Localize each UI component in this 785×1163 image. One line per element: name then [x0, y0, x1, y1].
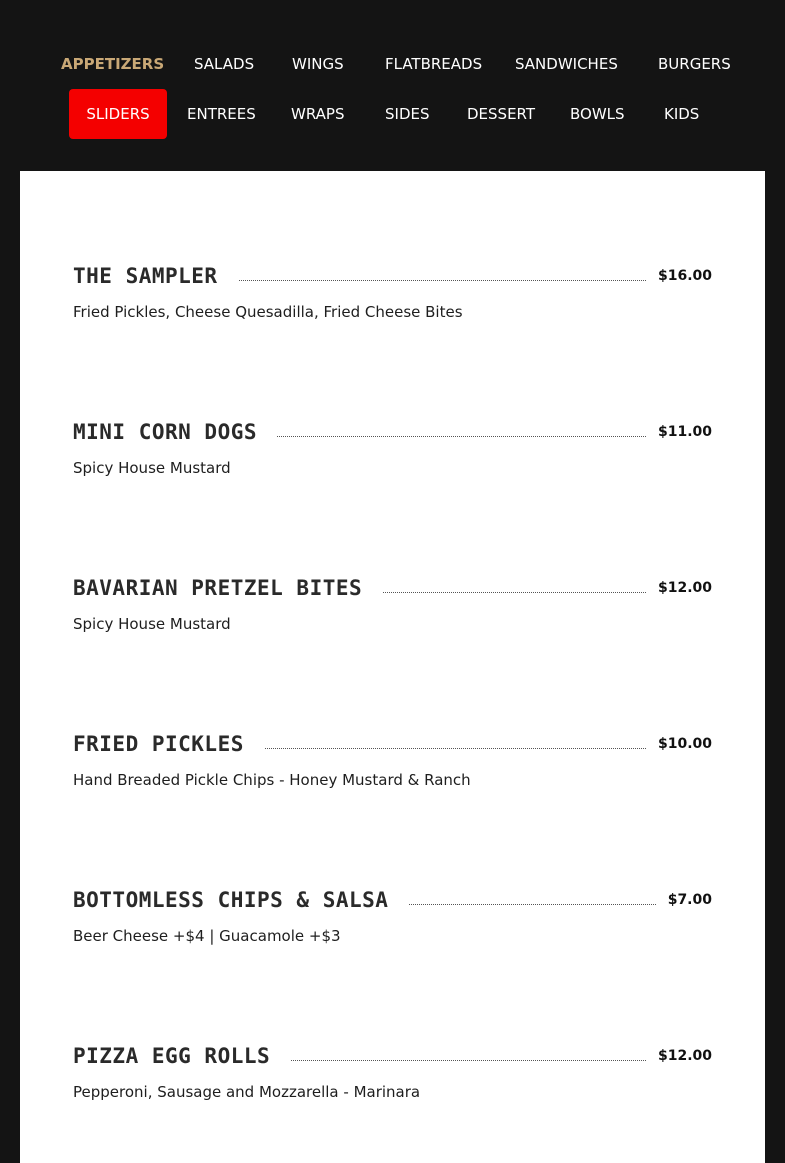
- nav-item-dessert[interactable]: DESSERT: [467, 105, 536, 123]
- item-name: MINI CORN DOGS: [73, 417, 277, 447]
- menu-items-panel: [20, 171, 765, 1163]
- item-description: Beer Cheese +$4 | Guacamole +$3: [73, 927, 341, 945]
- menu-item: [73, 1041, 712, 1131]
- nav-item-burgers[interactable]: BURGERS: [658, 55, 731, 73]
- nav-item-salads[interactable]: SALADS: [194, 55, 255, 73]
- menu-item: [73, 573, 712, 663]
- nav-item-sliders[interactable]: SLIDERS: [69, 89, 167, 139]
- nav-item-sides[interactable]: SIDES: [385, 105, 430, 123]
- item-price: $11.00: [646, 417, 712, 447]
- nav-item-bowls[interactable]: BOWLS: [570, 105, 625, 123]
- item-name: BAVARIAN PRETZEL BITES: [73, 573, 382, 603]
- menu-item: [73, 417, 712, 507]
- nav-item-flatbreads[interactable]: FLATBREADS: [385, 55, 483, 73]
- menu-item: [73, 261, 712, 351]
- nav-item-kids[interactable]: KIDS: [664, 105, 700, 123]
- item-price: $12.00: [646, 573, 712, 603]
- nav-item-wraps[interactable]: WRAPS: [291, 105, 345, 123]
- item-description: Pepperoni, Sausage and Mozzarella - Marinara: [73, 1083, 421, 1101]
- menu-item: [73, 885, 712, 975]
- item-description: Spicy House Mustard: [73, 615, 231, 633]
- menu-item: [73, 729, 712, 819]
- item-name: FRIED PICKLES: [73, 729, 264, 759]
- item-price: $10.00: [646, 729, 712, 759]
- nav-item-sandwiches[interactable]: SANDWICHES: [515, 55, 618, 73]
- item-name: THE SAMPLER: [73, 261, 238, 291]
- item-description: Hand Breaded Pickle Chips - Honey Mustard & Ranch: [73, 771, 471, 789]
- nav-item-entrees[interactable]: ENTREES: [187, 105, 256, 123]
- item-description: Spicy House Mustard: [73, 459, 231, 477]
- category-nav-row-1: [0, 39, 785, 89]
- item-description: Fried Pickles, Cheese Quesadilla, Fried Cheese Bites: [73, 303, 463, 321]
- category-nav-row-2: [0, 89, 785, 139]
- item-price: $12.00: [646, 1041, 712, 1071]
- item-price: $16.00: [646, 261, 712, 291]
- item-name: BOTTOMLESS CHIPS & SALSA: [73, 885, 408, 915]
- nav-item-appetizers[interactable]: APPETIZERS: [61, 55, 165, 73]
- nav-item-wings[interactable]: WINGS: [292, 55, 344, 73]
- item-name: PIZZA EGG ROLLS: [73, 1041, 290, 1071]
- item-price: $7.00: [656, 885, 712, 915]
